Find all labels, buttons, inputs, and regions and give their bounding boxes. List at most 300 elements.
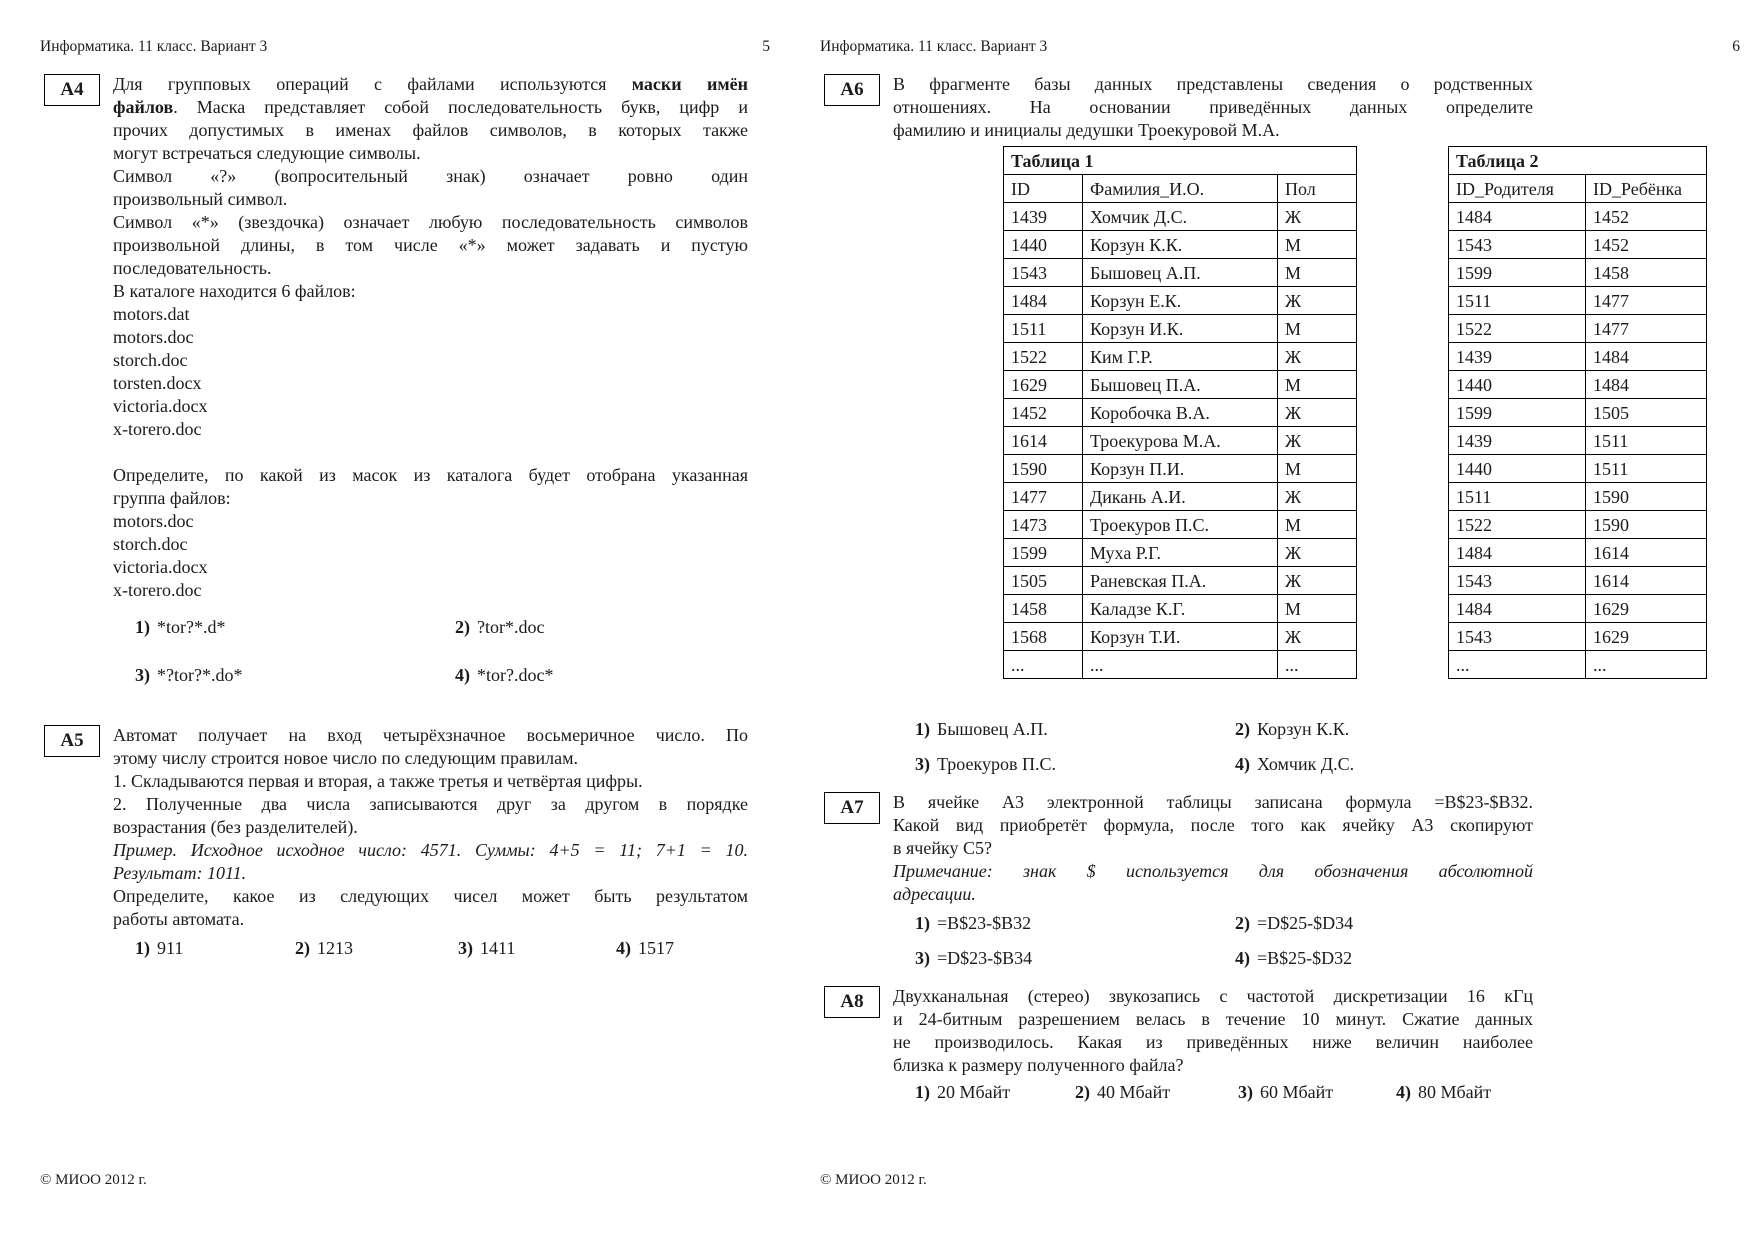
table-cell: 1440 [1449, 371, 1586, 399]
option-number: 2) [295, 938, 310, 958]
task-a8-body [893, 985, 1740, 1104]
column-header: ID_Родителя [1449, 175, 1586, 203]
option-number: 1) [135, 617, 150, 637]
table-cell: М [1278, 231, 1357, 259]
table-cell: М [1278, 315, 1357, 343]
task-a4-text [113, 73, 770, 602]
text-line [113, 372, 748, 395]
table-row [1449, 539, 1707, 567]
answer-option [1235, 912, 1553, 935]
text-line [113, 326, 748, 349]
table-cell: Ж [1278, 539, 1357, 567]
text-line [893, 985, 1533, 1008]
text-segment: произвольной длины, в том числе «*» может задавать и пустую [113, 235, 748, 255]
table-cell: 1511 [1004, 315, 1083, 343]
table-cell: 1440 [1449, 455, 1586, 483]
text-line [893, 1008, 1533, 1031]
text-line [893, 814, 1533, 837]
task-a6-body [893, 73, 1740, 776]
page-header [40, 30, 770, 56]
text-line [113, 724, 748, 747]
task-a5-body [113, 724, 770, 960]
text-line [113, 770, 748, 793]
option-number: 3) [915, 948, 930, 968]
table-cell: 1614 [1586, 539, 1707, 567]
table-cell: Троекурова М.А. [1083, 427, 1278, 455]
text-line [113, 510, 748, 533]
task-a4-label: А4 [44, 74, 100, 106]
answer-option [135, 937, 295, 960]
text-line [113, 303, 748, 326]
option-number: 3) [915, 754, 930, 774]
table-row [1004, 595, 1357, 623]
option-number: 1) [915, 719, 930, 739]
text-segment: Для групповых операций с файлами используются [113, 74, 632, 94]
option-text: Троекуров П.С. [937, 754, 1057, 774]
text-line [113, 862, 748, 885]
text-line [893, 791, 1533, 814]
table-cell: Ж [1278, 483, 1357, 511]
table-cell: М [1278, 371, 1357, 399]
text-line [893, 837, 1533, 860]
table-cell: 1452 [1586, 203, 1707, 231]
option-text: 20 Мбайт [937, 1082, 1011, 1102]
table-cell: 1590 [1586, 483, 1707, 511]
text-segment: motors.doc [113, 511, 194, 531]
table-cell: 1522 [1004, 343, 1083, 371]
option-number: 2) [1075, 1082, 1090, 1102]
text-segment: Какой вид приобретёт формула, после того как ячейку А3 скопируют [893, 815, 1533, 835]
text-segment: В фрагменте базы данных представлены сведения о родственных [893, 74, 1533, 94]
text-line [893, 860, 1533, 883]
table-cell: 1543 [1449, 623, 1586, 651]
text-segment: Определите, какое из следующих чисел может быть результатом [113, 886, 748, 906]
text-segment: В каталоге находится 6 файлов: [113, 281, 356, 301]
table-cell: ... [1586, 651, 1707, 679]
table-row [1449, 595, 1707, 623]
table-cell: М [1278, 455, 1357, 483]
table-row [1449, 287, 1707, 315]
table-row [1004, 287, 1357, 315]
table-cell: 1484 [1449, 595, 1586, 623]
header-title: Информатика. 11 класс. Вариант 3 [820, 38, 1048, 55]
option-number: 2) [455, 617, 470, 637]
text-segment: Пример. Исходное исходное число: 4571. Суммы: 4+5 = 11; 7+1 = 10. [113, 840, 748, 860]
text-line [113, 908, 748, 931]
table-cell: 1511 [1449, 287, 1586, 315]
task-a4-options [135, 616, 770, 687]
table-row [1004, 315, 1357, 343]
text-segment: . Маска представляет собой последовательность букв, цифр и [173, 97, 748, 117]
text-segment: 2. Полученные два числа записываются друг за другом в порядке [113, 794, 748, 814]
table-title-row [1004, 147, 1357, 175]
page-left [40, 30, 770, 1210]
option-number: 4) [1235, 948, 1250, 968]
table-title: Таблица 1 [1004, 147, 1357, 175]
table-row [1004, 371, 1357, 399]
table-cell: ... [1004, 651, 1083, 679]
option-text: =B$23-$B32 [937, 913, 1032, 933]
task-a6-label: А6 [824, 74, 880, 106]
task-a8-label: А8 [824, 986, 880, 1018]
answer-option [915, 912, 1235, 935]
table-cell: 1477 [1004, 483, 1083, 511]
text-line [893, 883, 1533, 906]
text-line [113, 165, 748, 188]
table-row [1004, 483, 1357, 511]
answer-option [915, 718, 1235, 741]
blank-line [113, 441, 748, 464]
database-tables [1003, 146, 1740, 679]
text-segment: victoria.docx [113, 396, 208, 416]
table-cell: Ж [1278, 203, 1357, 231]
text-segment: x-torero.doc [113, 580, 202, 600]
table-cell: 1590 [1586, 511, 1707, 539]
text-line [113, 556, 748, 579]
text-segment: адресации. [893, 884, 976, 904]
task-a5-options [135, 937, 770, 960]
text-line [113, 793, 748, 816]
table-cell: Дикань А.И. [1083, 483, 1278, 511]
table-cell: 1599 [1449, 259, 1586, 287]
text-segment: возрастания (без разделителей). [113, 817, 358, 837]
text-line [893, 73, 1533, 96]
task-a7-label: А7 [824, 792, 880, 824]
option-text: *?tor?*.do* [157, 665, 243, 685]
table-cell: 1484 [1586, 343, 1707, 371]
table-row [1449, 483, 1707, 511]
option-number: 4) [455, 665, 470, 685]
header-title: Информатика. 11 класс. Вариант 3 [40, 38, 268, 55]
table-row [1004, 259, 1357, 287]
table-cell: 1599 [1004, 539, 1083, 567]
table-cell: 1505 [1004, 567, 1083, 595]
text-line [113, 839, 748, 862]
text-segment: фамилию и инициалы дедушки Троекуровой М.А. [893, 120, 1280, 140]
text-line [113, 119, 748, 142]
text-line [893, 119, 1533, 142]
text-line [893, 96, 1533, 119]
option-number: 4) [1396, 1082, 1411, 1102]
text-segment: В ячейке А3 электронной таблицы записана формула =B$23-$B32. [893, 792, 1533, 812]
table-cell: 1511 [1586, 455, 1707, 483]
table-cell: ... [1449, 651, 1586, 679]
option-text: *tor?*.d* [157, 617, 226, 637]
table-row [1449, 651, 1707, 679]
table-cell: Корзун К.К. [1083, 231, 1278, 259]
table-title-row [1449, 147, 1707, 175]
task-a6 [820, 73, 1740, 776]
table-cell: 1522 [1449, 511, 1586, 539]
answer-option [135, 616, 455, 639]
table-cell: 1452 [1004, 399, 1083, 427]
option-text: Бышовец А.П. [937, 719, 1048, 739]
option-text: =D$23-$B34 [937, 948, 1033, 968]
task-a8 [820, 985, 1740, 1104]
text-line [113, 73, 748, 96]
text-line [113, 257, 748, 280]
task-a7-label-col [820, 791, 893, 824]
text-line [113, 579, 748, 602]
table-cell: 1439 [1449, 427, 1586, 455]
table-cell: ... [1083, 651, 1278, 679]
table-cell: Бышовец А.П. [1083, 259, 1278, 287]
task-a5 [40, 724, 770, 960]
text-segment: Примечание: знак $ используется для обозначения абсолютной [893, 861, 1533, 881]
text-line [113, 395, 748, 418]
option-number: 3) [458, 938, 473, 958]
table-cell: 1543 [1449, 567, 1586, 595]
table-row [1449, 623, 1707, 651]
option-number: 2) [1235, 719, 1250, 739]
table-cell: 1511 [1586, 427, 1707, 455]
table-row [1004, 399, 1357, 427]
text-segment: x-torero.doc [113, 419, 202, 439]
text-segment: могут встречаться следующие символы. [113, 143, 421, 163]
table-cell: Муха Р.Г. [1083, 539, 1278, 567]
text-segment: Результат: 1011. [113, 863, 247, 883]
table-row [1004, 651, 1357, 679]
column-header: ID_Ребёнка [1586, 175, 1707, 203]
table-cell: 1477 [1586, 287, 1707, 315]
text-line [113, 142, 748, 165]
option-number: 1) [915, 1082, 930, 1102]
answer-option [915, 1081, 1075, 1104]
text-line [113, 349, 748, 372]
table-2 [1448, 146, 1707, 679]
table-cell: Корзун Т.И. [1083, 623, 1278, 651]
task-a4 [40, 73, 770, 687]
answer-option [458, 937, 616, 960]
task-a7-body [893, 791, 1740, 970]
answer-option [1075, 1081, 1238, 1104]
table-row [1449, 567, 1707, 595]
table-cell: 1629 [1586, 623, 1707, 651]
page-right [820, 30, 1740, 1210]
answer-option [455, 616, 773, 639]
text-line [893, 1031, 1533, 1054]
table-cell: 1473 [1004, 511, 1083, 539]
task-a5-text [113, 724, 770, 931]
table-cell: Ж [1278, 623, 1357, 651]
text-segment: в ячейку С5? [893, 838, 992, 858]
option-text: Корзун К.К. [1257, 719, 1350, 739]
option-text: 80 Мбайт [1418, 1082, 1492, 1102]
table-cell: 1629 [1004, 371, 1083, 399]
task-a7 [820, 791, 1740, 970]
table-cell: 1568 [1004, 623, 1083, 651]
table-cell: Ж [1278, 399, 1357, 427]
text-segment: близка к размеру полученного файла? [893, 1055, 1184, 1075]
text-line [113, 280, 748, 303]
table-cell: М [1278, 511, 1357, 539]
text-line [113, 464, 748, 487]
text-segment: последовательность. [113, 258, 272, 278]
text-segment: victoria.docx [113, 557, 208, 577]
text-line [113, 188, 748, 211]
table-cell: 1511 [1449, 483, 1586, 511]
page-header [820, 30, 1740, 56]
text-line [113, 816, 748, 839]
text-segment: motors.doc [113, 327, 194, 347]
task-a8-text [893, 985, 1740, 1077]
option-number: 3) [135, 665, 150, 685]
text-line [113, 885, 748, 908]
answer-option [1235, 753, 1553, 776]
answer-option [1396, 1081, 1556, 1104]
table-cell: Каладзе К.Г. [1083, 595, 1278, 623]
text-segment: torsten.docx [113, 373, 202, 393]
answer-option [1235, 947, 1553, 970]
table-row [1449, 399, 1707, 427]
option-text: 911 [157, 938, 184, 958]
answer-option [915, 753, 1235, 776]
text-segment: этому числу строится новое число по следующим правилам. [113, 748, 578, 768]
table-row [1449, 259, 1707, 287]
task-a6-label-col [820, 73, 893, 106]
table-cell: Бышовец П.А. [1083, 371, 1278, 399]
option-text: ?tor*.doc [477, 617, 545, 637]
option-number: 1) [915, 913, 930, 933]
text-line [113, 747, 748, 770]
table-cell: Ким Г.Р. [1083, 343, 1278, 371]
table-cell: Троекуров П.С. [1083, 511, 1278, 539]
table-cell: 1629 [1586, 595, 1707, 623]
table-row [1004, 511, 1357, 539]
task-a8-options [915, 1081, 1740, 1104]
task-a6-options [915, 718, 1740, 776]
table-cell: 1614 [1586, 567, 1707, 595]
table-cell: 1458 [1004, 595, 1083, 623]
option-text: Хомчик Д.С. [1257, 754, 1355, 774]
table-cell: 1590 [1004, 455, 1083, 483]
text-segment: группа файлов: [113, 488, 231, 508]
table-cell: 1440 [1004, 231, 1083, 259]
table-row [1004, 427, 1357, 455]
table-cell: 1599 [1449, 399, 1586, 427]
table-row [1004, 567, 1357, 595]
column-header: Фамилия_И.О. [1083, 175, 1278, 203]
table-cell: 1543 [1004, 259, 1083, 287]
task-a5-label-col [40, 724, 113, 757]
column-header: ID [1004, 175, 1083, 203]
option-text: 40 Мбайт [1097, 1082, 1171, 1102]
table-cell: 1484 [1004, 287, 1083, 315]
table-row [1004, 343, 1357, 371]
answer-option [455, 664, 773, 687]
option-number: 4) [1235, 754, 1250, 774]
option-text: 60 Мбайт [1260, 1082, 1334, 1102]
table-cell: Корзун П.И. [1083, 455, 1278, 483]
text-line [113, 211, 748, 234]
text-segment: Символ «?» (вопросительный знак) означает ровно один [113, 166, 748, 186]
table-cell: Ж [1278, 287, 1357, 315]
task-a4-body [113, 73, 770, 687]
table-cell: ... [1278, 651, 1357, 679]
text-segment: Автомат получает на вход четырёхзначное восьмеричное число. По [113, 725, 748, 745]
table-row [1449, 455, 1707, 483]
table-cell: Корзун Е.К. [1083, 287, 1278, 315]
table-row [1004, 203, 1357, 231]
text-segment: Определите, по какой из масок из каталога будет отобрана указанная [113, 465, 748, 485]
table-row [1449, 343, 1707, 371]
option-text: *tor?.doc* [477, 665, 554, 685]
answer-option [616, 937, 776, 960]
option-text: 1411 [480, 938, 516, 958]
table-cell: М [1278, 595, 1357, 623]
table-cell: 1522 [1449, 315, 1586, 343]
table-row [1449, 203, 1707, 231]
text-line [113, 487, 748, 510]
table-cell: 1614 [1004, 427, 1083, 455]
table-row [1004, 231, 1357, 259]
table-row [1004, 455, 1357, 483]
table-1 [1003, 146, 1357, 679]
task-a7-text [893, 791, 1740, 906]
option-text: 1213 [317, 938, 353, 958]
task-a6-text [893, 73, 1740, 142]
table-row [1449, 371, 1707, 399]
column-header: Пол [1278, 175, 1357, 203]
text-segment: файлов [113, 97, 174, 117]
text-segment: storch.doc [113, 350, 188, 370]
table-row [1449, 231, 1707, 259]
table-cell: Корзун И.К. [1083, 315, 1278, 343]
text-segment: Символ «*» (звездочка) означает любую последовательность символов [113, 212, 748, 232]
page-footer: © МИОО 2012 г. [40, 1172, 147, 1188]
table-cell: 1484 [1586, 371, 1707, 399]
text-segment: произвольный символ. [113, 189, 288, 209]
table-cell: 1439 [1449, 343, 1586, 371]
table-cell: 1484 [1449, 203, 1586, 231]
table-cell: Коробочка В.А. [1083, 399, 1278, 427]
table-cell: 1452 [1586, 231, 1707, 259]
option-number: 4) [616, 938, 631, 958]
text-segment: Двухканальная (стерео) звукозапись с частотой дискретизации 16 кГц [893, 986, 1533, 1006]
table-cell: 1543 [1449, 231, 1586, 259]
table-cell: Хомчик Д.С. [1083, 203, 1278, 231]
text-segment: прочих допустимых в именах файлов символов, в которых также [113, 120, 748, 140]
page-footer: © МИОО 2012 г. [820, 1172, 927, 1188]
answer-option [295, 937, 458, 960]
table-cell: 1439 [1004, 203, 1083, 231]
text-segment: не производилось. Какая из приведённых ниже величин наиболее [893, 1032, 1533, 1052]
table-cell: Ж [1278, 567, 1357, 595]
page-number: 5 [762, 38, 770, 55]
task-a7-options [915, 912, 1740, 970]
table-row [1004, 623, 1357, 651]
table-title: Таблица 2 [1449, 147, 1707, 175]
option-number: 2) [1235, 913, 1250, 933]
option-text: 1517 [638, 938, 674, 958]
table-cell: Ж [1278, 343, 1357, 371]
text-segment: отношениях. На основании приведённых данных определите [893, 97, 1533, 117]
table-cell: М [1278, 259, 1357, 287]
text-line [113, 234, 748, 257]
option-text: =D$25-$D34 [1257, 913, 1354, 933]
table-cell: 1477 [1586, 315, 1707, 343]
table-row [1004, 539, 1357, 567]
text-segment: работы автомата. [113, 909, 245, 929]
table-cell: 1505 [1586, 399, 1707, 427]
task-a4-label-col [40, 73, 113, 106]
table-row [1449, 315, 1707, 343]
table-row [1449, 511, 1707, 539]
text-line [893, 1054, 1533, 1077]
answer-option [1238, 1081, 1396, 1104]
task-a8-label-col [820, 985, 893, 1018]
text-segment: storch.doc [113, 534, 188, 554]
